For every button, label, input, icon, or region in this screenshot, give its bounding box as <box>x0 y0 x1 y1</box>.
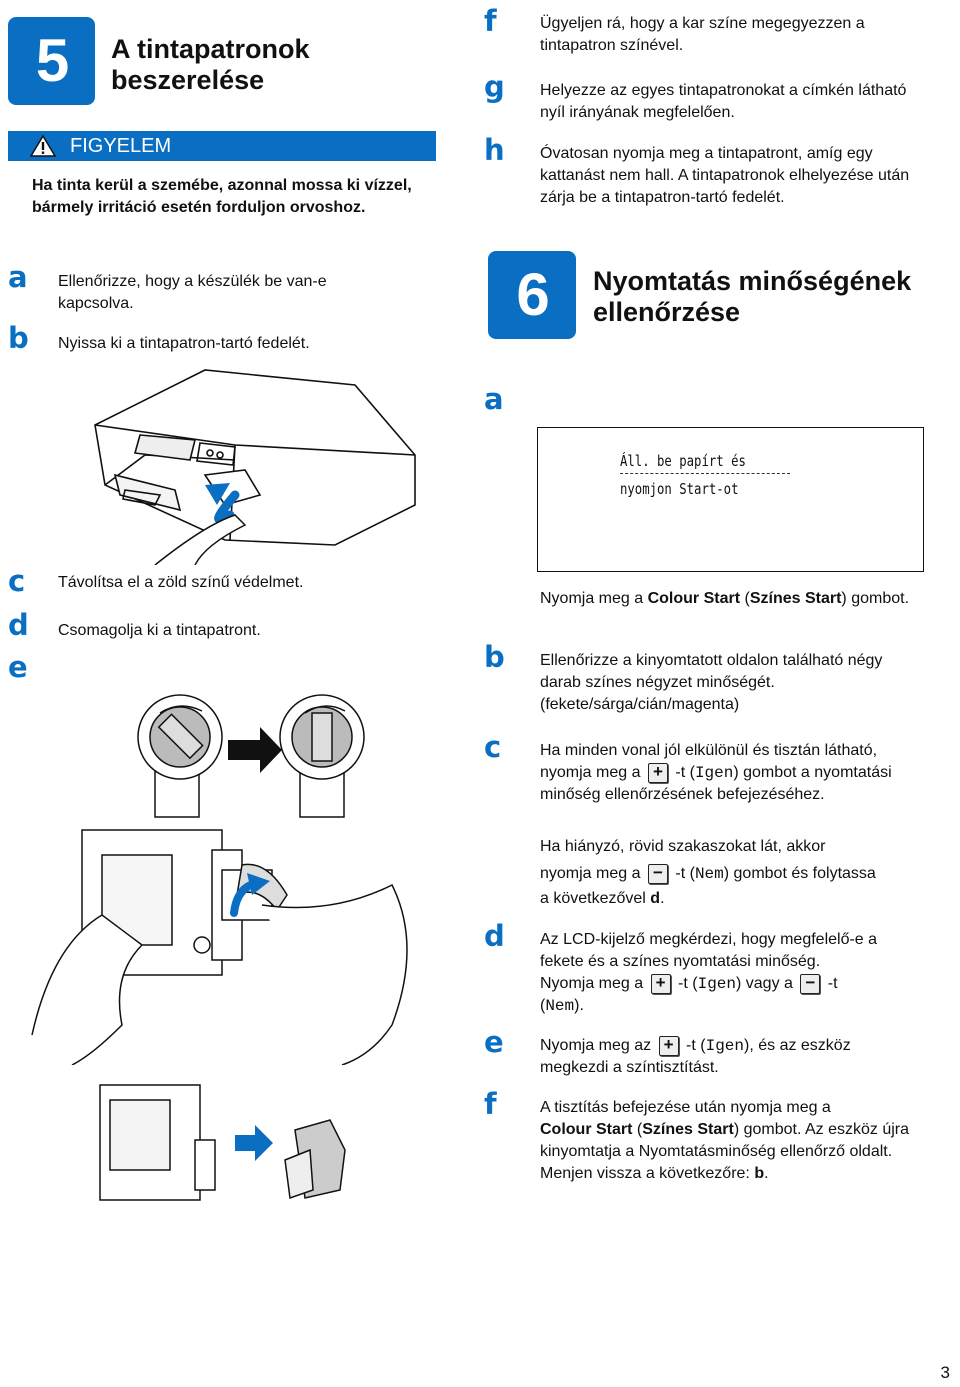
step6-d-t3b: ). <box>574 997 584 1014</box>
step-letter-h: h <box>484 133 505 167</box>
cartridge-hands-illustration <box>12 825 432 1065</box>
warning-icon <box>30 135 56 157</box>
step6-c-p2e: a következővel <box>540 890 651 907</box>
cartridge-cap-illustration <box>95 1080 365 1210</box>
section6-title-line1: Nyomtatás minőségének <box>593 266 912 296</box>
step-letter-e: e <box>8 650 28 684</box>
step6-c-p2b: nyomja meg a <box>540 865 645 882</box>
step6-c-p2a: Ha hiányzó, rövid szakaszokat lát, akkor <box>540 838 826 855</box>
lcd-display <box>537 427 924 572</box>
step6-e-t4: megkezdi a színtisztítást. <box>540 1059 719 1076</box>
section-title-line2: beszerelése <box>111 65 265 95</box>
nem-label: Nem <box>694 865 724 883</box>
step-f-top-text: Ügyeljen rá, hogy a kar színe megegyezzen a tintapatron színével. <box>540 15 865 54</box>
step-letter-b: b <box>8 321 29 355</box>
step-letter-a: a <box>8 260 28 294</box>
step6-e-t3: ), és az eszköz <box>744 1037 851 1054</box>
igen-label: Igen <box>705 1037 744 1055</box>
section6-title <box>593 266 911 328</box>
step6-d-text <box>540 929 920 1017</box>
step6-e-t1: Nyomja meg az <box>540 1037 656 1054</box>
step6-f-t4: . <box>764 1165 769 1182</box>
plus-key-icon: + <box>648 763 668 783</box>
step6-a-post: ) gombot. <box>841 590 910 607</box>
step6-a-text <box>540 588 910 610</box>
step6-d-t2c: ) vagy a <box>736 975 798 992</box>
plus-key-icon: + <box>659 1036 679 1056</box>
cartridge-lever-illustration <box>130 685 370 825</box>
step6-f-t2: ( <box>632 1121 643 1138</box>
step6-f-t3: ) gombot. Az eszköz újra kinyomtatja a Nyomtatásminőség ellenőrző oldalt. Menjen vissza a következőre: <box>540 1121 910 1182</box>
step-letter-e-6: e <box>484 1025 504 1059</box>
step-h-text: Óvatosan nyomja meg a tintapatront, amíg egy kattanást nem hall. A tintapatronok elhelyezése után zárja be a tintapatron-tartó fedelét. <box>540 145 910 206</box>
step6-c-text <box>540 740 915 806</box>
page-number: 3 <box>940 1363 950 1382</box>
step-letter-d: d <box>8 608 29 642</box>
step6-a-pre: Nyomja meg a <box>540 590 648 607</box>
step6-c-p2d: ) gombot és folytassa <box>723 865 876 882</box>
lcd-divider <box>620 473 790 474</box>
warning-label: FIGYELEM <box>70 135 172 157</box>
step6-d-t2d: -t <box>823 975 838 992</box>
step6-f-text <box>540 1097 918 1185</box>
step6-c-p1b: -t ( <box>670 764 695 781</box>
colour-start-label: Colour Start <box>647 590 741 607</box>
section6-title-line2: ellenőrzése <box>593 297 741 327</box>
step-number-badge: 5 <box>8 17 95 105</box>
section-title-line1: A tintapatronok <box>111 34 310 64</box>
step-letter-a-6: a <box>484 382 504 416</box>
step6-c-p1a: Ha minden vonal jól elkülönül és tisztán látható, nyomja meg a <box>540 742 878 781</box>
szines-start-label: Színes Start <box>642 1121 734 1138</box>
step-number-badge-6: 6 <box>488 251 576 339</box>
colour-start-label: Colour Start <box>540 1121 633 1138</box>
nem-label: Nem <box>545 997 575 1015</box>
lcd-line1: Áll. be papírt és <box>620 452 746 470</box>
step-letter-f-6: f <box>484 1087 497 1121</box>
step-g-text: Helyezze az egyes tintapatronokat a címkén látható nyíl irányának megfelelően. <box>540 82 907 121</box>
plus-key-icon: + <box>651 974 671 994</box>
step-ref-d: d <box>650 890 661 907</box>
step6-d-t2a: Nyomja meg a <box>540 975 648 992</box>
warning-text: Ha tinta kerül a szemébe, azonnal mossa ki vízzel, bármely irritáció esetén forduljon orvoshoz. <box>32 177 412 216</box>
igen-label: Igen <box>694 764 734 782</box>
minus-key-icon: − <box>648 864 668 884</box>
step-letter-g: g <box>484 70 505 104</box>
step6-d-t1: Az LCD-kijelző megkérdezi, hogy megfelelő-e a fekete és a színes nyomtatási minőség. <box>540 931 878 970</box>
printer-illustration <box>85 365 425 565</box>
step-b-text: Nyissa ki a tintapatron-tartó fedelét. <box>58 335 310 352</box>
step6-e-t2: -t ( <box>681 1037 706 1054</box>
step6-c-p2 <box>540 836 920 910</box>
step6-f-t1: A tisztítás befejezése után nyomja meg a <box>540 1099 831 1116</box>
step6-d-t3a: ( <box>540 997 546 1014</box>
warning-bar <box>8 131 436 161</box>
step-letter-f-top: f <box>484 4 497 38</box>
step-letter-d-6: d <box>484 919 505 953</box>
step-d-text: Csomagolja ki a tintapatront. <box>58 622 261 639</box>
step6-b-text: Ellenőrizze a kinyomtatott oldalon található négy darab színes négyzet minőségét. (fekete/sárga/cián/magenta) <box>540 652 883 713</box>
step-c-text: Távolítsa el a zöld színű védelmet. <box>58 574 304 591</box>
step-letter-b-6: b <box>484 640 505 674</box>
section-title <box>111 34 310 96</box>
step6-c-p1c: ) gombot a nyomtatási minőség ellenőrzésének befejezéséhez. <box>540 764 892 803</box>
step6-a-mid: ( <box>740 590 750 607</box>
lcd-line2: nyomjon Start-ot <box>620 480 739 498</box>
step-letter-c-6: c <box>484 730 502 764</box>
step6-c-p2f: . <box>660 890 665 907</box>
step6-c-p2c: -t ( <box>670 865 695 882</box>
step6-d-t2b: -t ( <box>673 975 698 992</box>
step-letter-c: c <box>8 564 26 598</box>
szines-start-label: Színes Start <box>749 590 842 607</box>
step6-e-text <box>540 1035 920 1079</box>
minus-key-icon: − <box>800 974 820 994</box>
step-a-text: Ellenőrizze, hogy a készülék be van-e kapcsolva. <box>58 273 327 312</box>
step-ref-b: b <box>754 1165 765 1182</box>
igen-label: Igen <box>697 975 736 993</box>
